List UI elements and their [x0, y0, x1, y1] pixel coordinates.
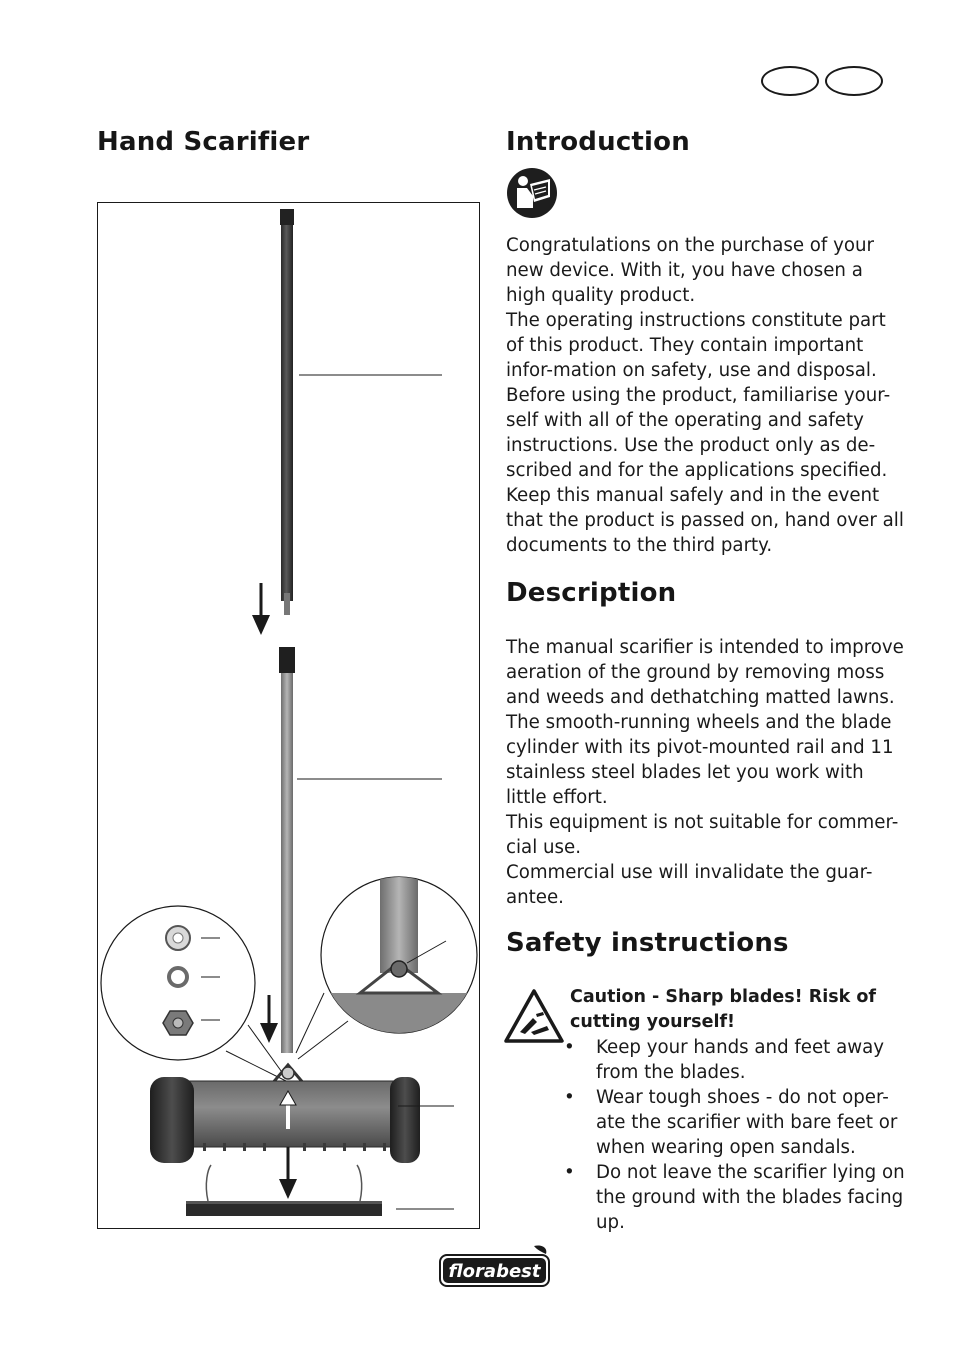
intro-paragraph: The operating instructions constitute part of this product. They contain important infor-mation on safety, use and disposal.	[506, 310, 886, 381]
description-heading: Description	[506, 578, 677, 608]
intro-paragraph: Before using the product, familiarise your-self with all of the operating and safety instructions. Use the product only as de-scribed and for the applications specified.	[506, 385, 891, 481]
description-paragraph: The manual scarifier is intended to improve aeration of the ground by removing moss and weeds and dethatching matted lawns.	[506, 637, 904, 708]
assembly-figure	[97, 202, 480, 1229]
introduction-text	[506, 233, 906, 558]
intro-paragraph: Congratulations on the purchase of your new device. With it, you have chosen a high quality product.	[506, 235, 875, 306]
description-paragraph: This equipment is not suitable for commer-cial use.	[506, 812, 899, 858]
read-manual-icon	[506, 167, 558, 219]
safety-list	[560, 1035, 905, 1235]
list-item: • Keep your hands and feet away from the blades.	[560, 1035, 905, 1085]
description-paragraph: The smooth-running wheels and the blade cylinder with its pivot-mounted rail and 11 stainless steel blades let you work with little effort.	[506, 712, 894, 808]
list-item: • Wear tough shoes - do not oper-ate the scarifier with bare feet or when wearing open sandals.	[560, 1085, 905, 1160]
florabest-logo	[438, 1244, 551, 1288]
language-oval-1	[761, 66, 819, 96]
scarifier-assembly-illustration	[98, 203, 480, 1229]
description-text	[506, 635, 906, 910]
description-paragraph: Commercial use will invalidate the guar-antee.	[506, 862, 873, 908]
product-title: Hand Scarifier	[97, 127, 310, 157]
language-marker	[761, 66, 883, 96]
language-oval-2	[825, 66, 883, 96]
safety-heading: Safety instructions	[506, 928, 789, 958]
caution-text: Caution - Sharp blades! Risk of cutting yourself!	[570, 987, 877, 1032]
list-item: • Do not leave the scarifier lying on the ground with the blades facing up.	[560, 1160, 905, 1235]
introduction-heading: Introduction	[506, 127, 690, 157]
logo-text: florabest	[448, 1261, 541, 1282]
sharp-blade-warning-icon	[503, 988, 565, 1044]
intro-paragraph: Keep this manual safely and in the event that the product is passed on, hand over all documents to the third party.	[506, 485, 904, 556]
